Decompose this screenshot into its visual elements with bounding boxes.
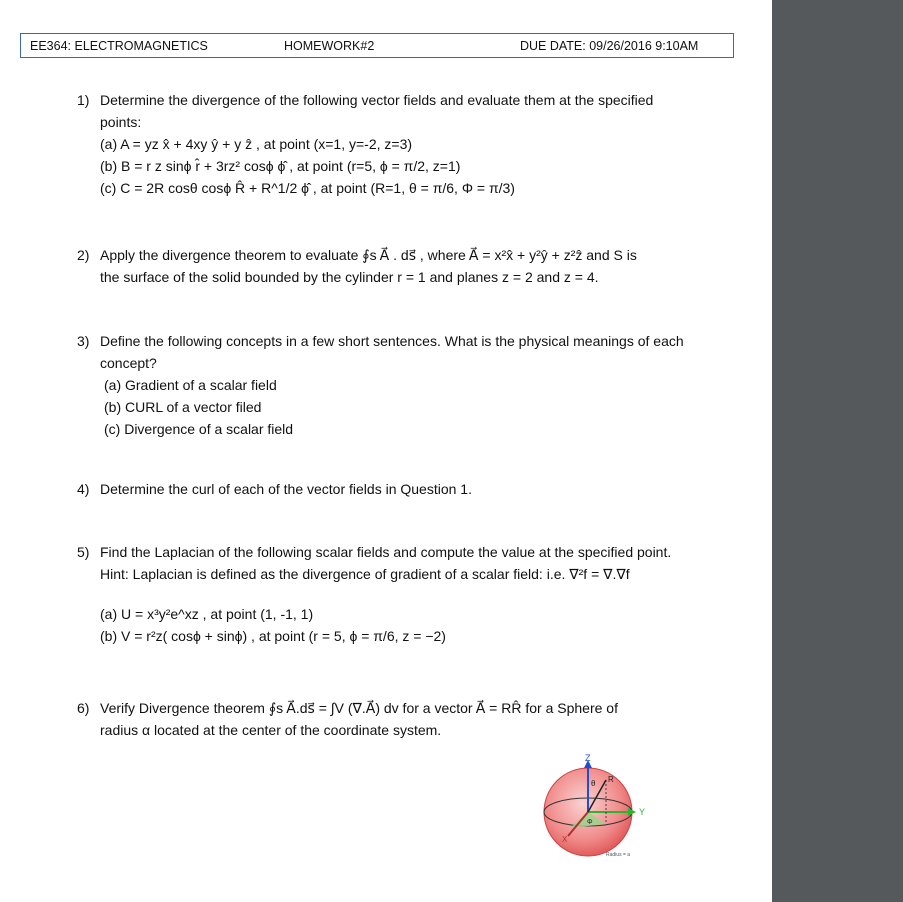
radius-caption: Radius = a bbox=[606, 852, 631, 858]
question-text: Verify Divergence theorem ∮s A⃗.ds⃗ = ∫V (∇.A⃗) dv for a vector A⃗ = RR̂ for a Sphere of bbox=[100, 700, 618, 716]
homework-title: HOMEWORK#2 bbox=[284, 39, 375, 53]
viewer-background bbox=[772, 0, 903, 902]
sub-item-c: (c) Divergence of a scalar field bbox=[104, 421, 294, 437]
sub-item-b: (b) B = r z sinϕ r̂ + 3rz² cosϕ ϕ̂ , at point (r=5, ϕ = π/2, z=1) bbox=[100, 158, 461, 174]
question-number: 6) bbox=[77, 700, 90, 716]
question-text: the surface of the solid bounded by the cylinder r = 1 and planes z = 2 and z = 4. bbox=[100, 269, 599, 285]
question-text: Apply the divergence theorem to evaluate ∮s A⃗ . ds⃗ , where A⃗ = x²x̂ + y²ŷ + z²ẑ and S is bbox=[100, 247, 637, 263]
question-3 bbox=[77, 330, 727, 440]
question-text: points: bbox=[100, 114, 142, 130]
question-text: radius α located at the center of the coordinate system. bbox=[100, 722, 442, 738]
sub-item-a: (a) A = yz x̂ + 4xy ŷ + y ẑ , at point (x=1, y=-2, z=3) bbox=[100, 136, 413, 152]
question-text: concept? bbox=[100, 355, 157, 371]
question-text: Determine the curl of each of the vector fields in Question 1. bbox=[100, 481, 472, 497]
theta-label: θ bbox=[591, 779, 596, 788]
z-label: Z bbox=[585, 753, 591, 763]
x-label: X bbox=[562, 835, 568, 844]
due-date: DUE DATE: 09/26/2016 9:10AM bbox=[520, 39, 699, 53]
question-text: Define the following concepts in a few short sentences. What is the physical meanings of each bbox=[100, 333, 684, 349]
question-number: 5) bbox=[77, 544, 90, 560]
question-hint: Hint: Laplacian is defined as the divergence of gradient of a scalar field: i.e. ∇²f = ∇.∇f bbox=[100, 566, 630, 582]
sub-item-c: (c) C = 2R cosθ cosϕ R̂ + R^1/2 ϕ̂ , at point (R=1, θ = π/6, Φ = π/3) bbox=[100, 180, 515, 196]
sub-item-b: (b) V = r²z( cosϕ + sinϕ) , at point (r = 5, ϕ = π/6, z = −2) bbox=[100, 628, 446, 644]
sub-item-b: (b) CURL of a vector filed bbox=[104, 399, 262, 415]
question-5 bbox=[77, 541, 727, 647]
question-4 bbox=[77, 478, 727, 500]
question-2 bbox=[77, 244, 727, 288]
question-text: Find the Laplacian of the following scalar fields and compute the value at the specified point. bbox=[100, 544, 672, 560]
header-box bbox=[20, 33, 734, 58]
question-text: Determine the divergence of the following vector fields and evaluate them at the specified bbox=[100, 92, 654, 108]
question-1 bbox=[77, 89, 727, 199]
question-6 bbox=[77, 697, 727, 741]
course-title: EE364: ELECTROMAGNETICS bbox=[30, 39, 208, 53]
sub-item-a: (a) U = x³y²e^xz , at point (1, -1, 1) bbox=[100, 606, 314, 622]
sub-item-a: (a) Gradient of a scalar field bbox=[104, 377, 277, 393]
question-number: 4) bbox=[77, 481, 90, 497]
y-label: Y bbox=[639, 807, 646, 817]
question-number: 3) bbox=[77, 333, 90, 349]
r-label: R bbox=[608, 775, 614, 784]
question-number: 1) bbox=[77, 92, 90, 108]
question-number: 2) bbox=[77, 247, 90, 263]
phi-label: Φ bbox=[587, 819, 593, 826]
sphere-diagram bbox=[536, 752, 666, 862]
